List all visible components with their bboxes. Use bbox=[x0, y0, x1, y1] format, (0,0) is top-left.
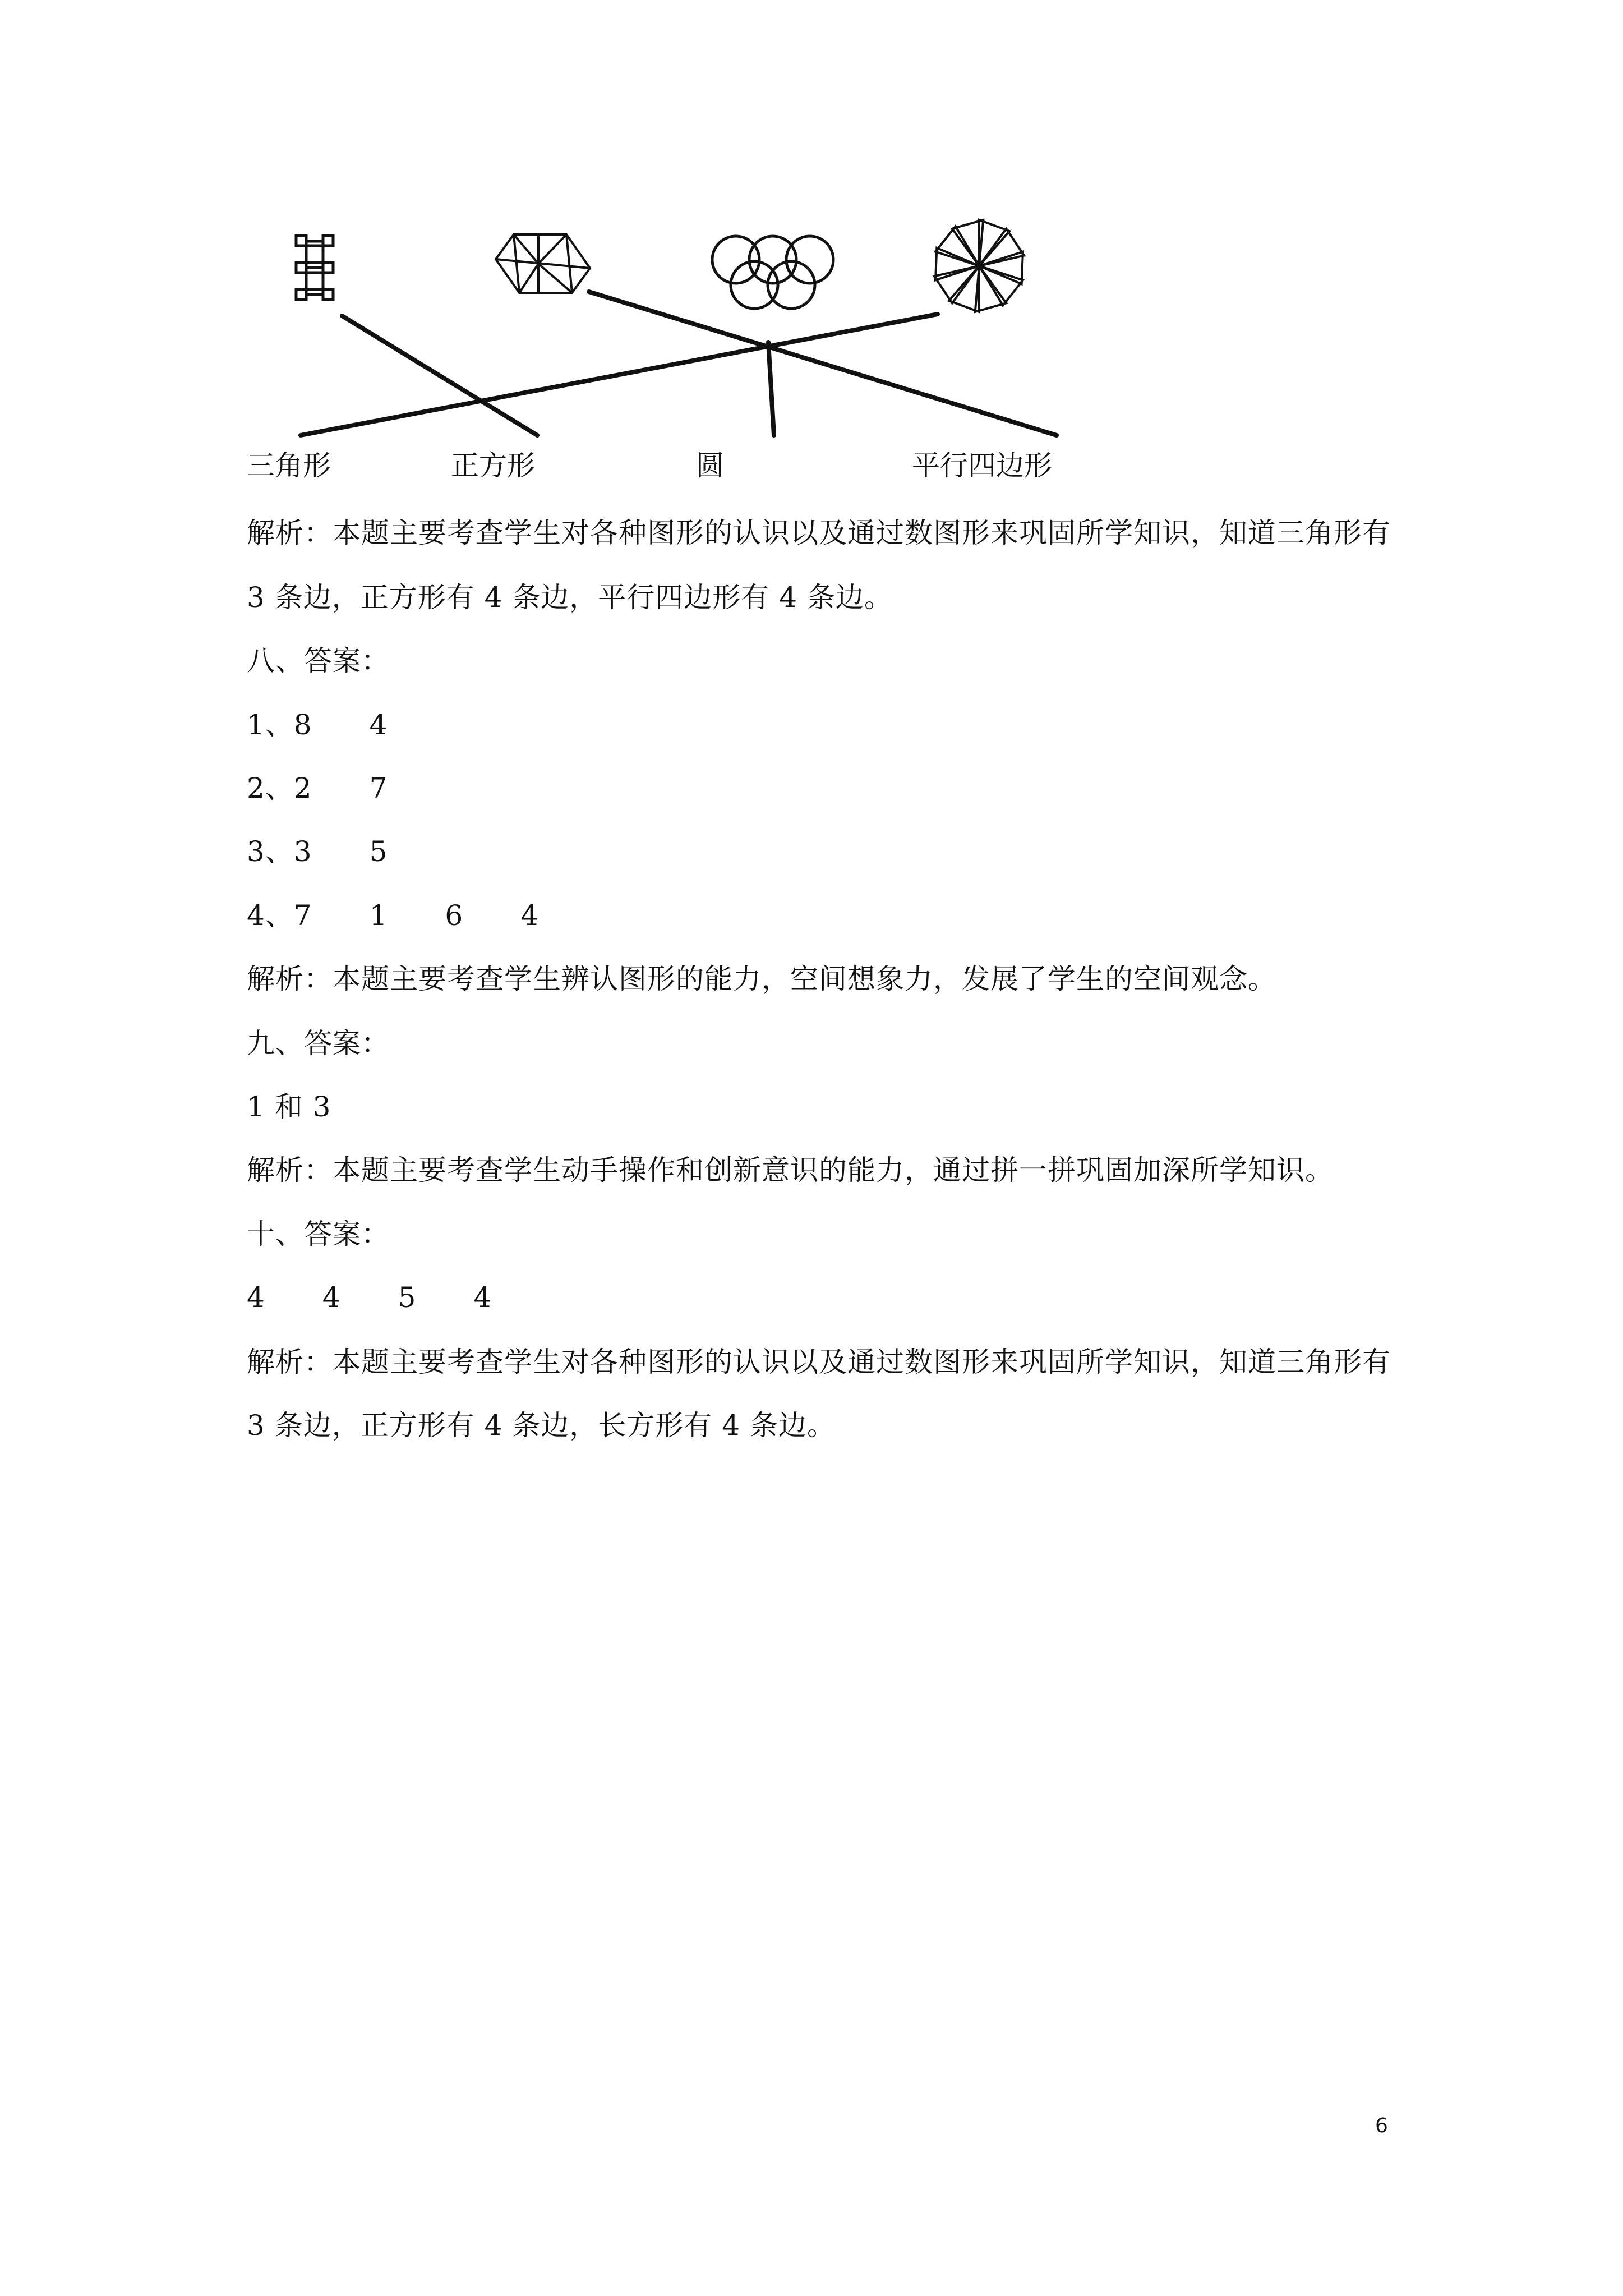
analysis-text: 解析：本题主要考查学生对各种图形的认识以及通过数图形来巩固所学知识，知道三角形有 bbox=[247, 517, 1391, 549]
triangles-hexagon-shape bbox=[496, 234, 590, 293]
section-heading-8: 八、答案： bbox=[247, 645, 390, 677]
page-number: 6 bbox=[1375, 2114, 1388, 2137]
label-square: 正方形 bbox=[451, 449, 535, 482]
answer-line: 1 和 3 bbox=[247, 1091, 331, 1123]
analysis-text: 解析：本题主要考查学生辨认图形的能力，空间想象力，发展了学生的空间观念。 bbox=[247, 963, 1276, 995]
answer-line: 4、7 1 6 4 bbox=[247, 899, 540, 932]
answer-line: 1、8 4 bbox=[247, 708, 388, 741]
olympic-rings-shape bbox=[712, 236, 833, 309]
answer-line: 4 4 5 4 bbox=[247, 1281, 492, 1314]
match-line-hexagon-to-parallelogram bbox=[589, 292, 1057, 435]
analysis-text: 3 条边，正方形有 4 条边，平行四边形有 4 条边。 bbox=[247, 581, 893, 614]
answer-line: 2、2 7 bbox=[247, 772, 388, 804]
analysis-text: 3 条边，正方形有 4 条边，长方形有 4 条边。 bbox=[247, 1409, 836, 1442]
squares-cross-shape bbox=[296, 236, 333, 300]
analysis-text: 解析：本题主要考查学生对各种图形的认识以及通过数图形来巩固所学知识，知道三角形有 bbox=[247, 1346, 1391, 1378]
pinwheel-triangles-shape bbox=[926, 211, 1032, 321]
label-parallelogram: 平行四边形 bbox=[912, 449, 1052, 482]
label-triangle: 三角形 bbox=[247, 449, 331, 482]
match-line-pinwheel-to-triangle bbox=[301, 314, 938, 435]
match-line-cross-to-square bbox=[342, 316, 537, 435]
analysis-text: 解析：本题主要考查学生动手操作和创新意识的能力，通过拼一拼巩固加深所学知识。 bbox=[247, 1154, 1334, 1186]
matching-figure bbox=[0, 0, 1623, 449]
match-line-rings-to-circle bbox=[768, 342, 774, 435]
section-heading-10: 十、答案： bbox=[247, 1218, 390, 1250]
section-heading-9: 九、答案： bbox=[247, 1027, 390, 1060]
label-circle: 圆 bbox=[696, 449, 724, 482]
answer-line: 3、3 5 bbox=[247, 835, 388, 868]
